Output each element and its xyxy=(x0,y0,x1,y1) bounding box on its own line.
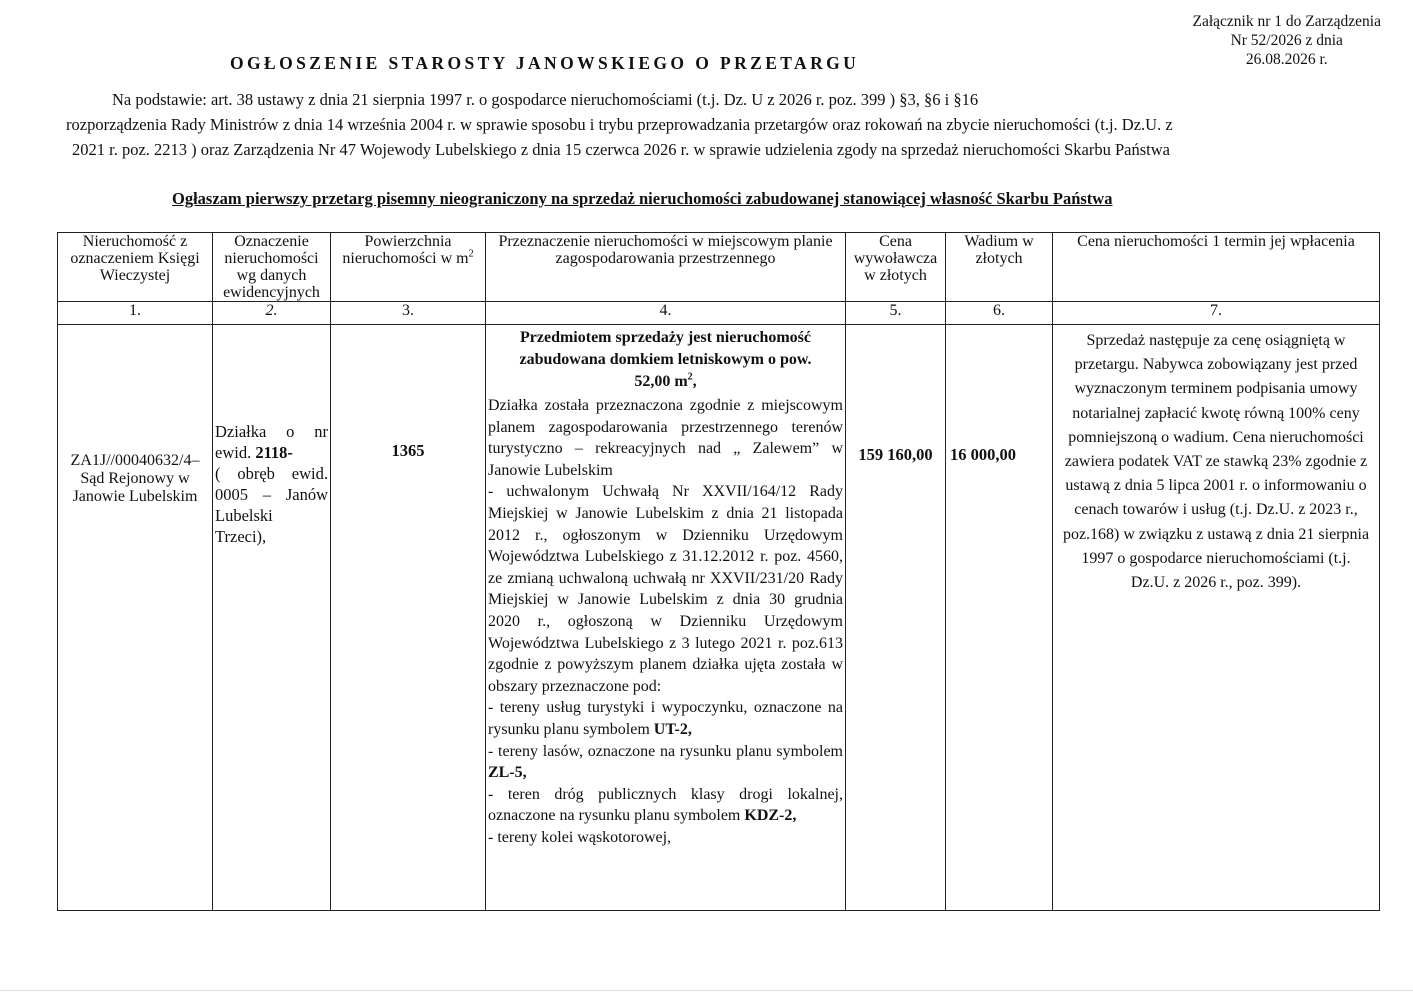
zoning-item: - teren dróg publicznych klasy drogi lokalnej, oznaczone na rysunku planu symbolem KDZ-2, xyxy=(488,785,843,825)
column-number: 7. xyxy=(1053,302,1380,325)
deposit-value: 16 000,00 xyxy=(950,445,1016,464)
cell-payment-terms xyxy=(1053,325,1380,911)
column-number: 2. xyxy=(213,302,331,325)
cell-zoning-purpose xyxy=(486,325,846,911)
zoning-item: - tereny kolei wąskotorowej, xyxy=(488,828,672,846)
header-payment-terms: Cena nieruchomości 1 termin jej wpłacenia xyxy=(1053,233,1380,302)
zoning-item: - tereny lasów, oznaczone na rysunku planu symbolem ZL-5, xyxy=(488,742,843,782)
header-deposit: Wadium w złotych xyxy=(946,233,1053,302)
cell-cadastral-designation xyxy=(213,325,331,911)
sale-subject: Przedmiotem sprzedaży jest nieruchomość zabudowana domkiem letniskowym o pow. 52,00 $m^2$, xyxy=(519,329,812,390)
legal-basis-line-1: Na podstawie: art. 38 ustawy z dnia 21 sierpnia 1997 r. o gospodarce nieruchomościami (t.j. Dz. U z 2026 r. poz. 399 ) §3, §6 i §16 xyxy=(112,90,979,109)
starting-price-value: 159 160,00 xyxy=(858,445,933,464)
legal-basis xyxy=(60,87,1330,162)
plot-line: Trzeci), xyxy=(215,527,267,546)
court-location-line: Janowie Lubelskim xyxy=(72,488,198,505)
annex-line-3: 26.08.2026 r. xyxy=(1245,51,1328,68)
annex-line-2: Nr 52/2026 z dnia xyxy=(1230,32,1343,49)
column-number: 4. xyxy=(486,302,846,325)
column-number: 6. xyxy=(946,302,1053,325)
document-title: OGŁOSZENIE STAROSTY JANOWSKIEGO O PRZETARGU xyxy=(230,53,860,73)
header-zoning-purpose: Przeznaczenie nieruchomości w miejscowym planie zagospodarowania przestrzennego xyxy=(486,233,846,302)
annex-line-1: Załącznik nr 1 do Zarządzenia xyxy=(1192,13,1381,30)
property-table xyxy=(57,232,1380,911)
court-name-line: Sąd Rejonowy w xyxy=(80,470,190,487)
plot-line: ( obręb ewid. xyxy=(215,464,328,483)
payment-terms-text: Sprzedaż następuje za cenę osiągniętą w przetargu. Nabywca zobowiązany jest przed wyznaczonym terminem podpisania umowy notarialnej zapłacić kwotę równą 100% ceny pomniejszoną o wadium. Cena nieruchomości zawiera podatek VAT ze stawką 23% zgodnie z ustawą z dnia 5 lipca 2001 r. o informowaniu o cenach towarów i usług (t.j. Dz.U. z 2023 r., poz.168) w związku z ustawą z dnia 21 sierpnia 1997 o gospodarce nieruchomościami (t.j. Dz.U. z 2026 r., poz. 399). xyxy=(1062,332,1370,592)
table-header-row xyxy=(58,233,1380,302)
zoning-item: - tereny usług turystyki i wypoczynku, oznaczone na rysunku planu symbolem UT-2, xyxy=(488,699,843,738)
header-cadastral-designation: Oznaczenie nieruchomości wg danych ewidencyjnych xyxy=(213,233,331,302)
cell-area xyxy=(331,325,486,911)
area-value: 1365 xyxy=(391,441,425,460)
table-column-numbers xyxy=(58,302,1380,325)
cell-starting-price xyxy=(846,325,946,911)
zoning-paragraph: Działka została przeznaczona zgodnie z miejscowym planem zagospodarowania przestrzennego terenów turystyczno – rekreacyjnych nad „ Zalewem” w Janowie Lubelskim xyxy=(488,397,843,479)
header-area: Powierzchnia nieruchomości w $m^2$ xyxy=(331,233,486,302)
header-land-register: Nieruchomość z oznaczeniem Księgi Wieczystej xyxy=(58,233,213,302)
plot-number-line: ewid. 2118- xyxy=(215,443,293,462)
annex-reference xyxy=(1193,12,1381,69)
resolution-paragraph: - uchwalonym Uchwałą Nr XXVII/164/12 Rady Miejskiej w Janowie Lubelskim z dnia 21 listopada 2012 r., ogłoszonym w Dzienniku Urzędowym Województwa Lubelskiego z 31.12.2012 r. poz. 4560, ze zmianą uchwaloną uchwałą nr XXVII/231/20 Rady Miejskiej w Janowie Lubelskim z dnia 30 grudnia 2020 r., ogłoszoną w Dzienniku Urzędowym Województwa Lubelskiego z 3 lutego 2021 r. poz.613 zgodnie z powyższym planem działka ujęta została w obszary przeznaczone pod: xyxy=(488,483,843,695)
plot-line: 0005 – Janów xyxy=(215,485,328,504)
cell-deposit xyxy=(946,325,1053,911)
legal-basis-line-2: rozporządzenia Rady Ministrów z dnia 14 września 2004 r. w sprawie sposobu i trybu przeprowadzania przetargów oraz rokowań na zbycie nieruchomości (t.j. Dz.U. z xyxy=(66,115,1173,134)
scan-edge-line xyxy=(0,990,1413,991)
cell-land-register xyxy=(58,325,213,911)
land-register-number: ZA1J//00040632/4– xyxy=(70,452,200,469)
legal-basis-line-3: 2021 r. poz. 2213 ) oraz Zarządzenia Nr 47 Wojewody Lubelskiego z dnia 15 czerwca 2026 r. w sprawie udzielenia zgody na sprzedaż nieruchomości Skarbu Państwa xyxy=(72,140,1170,159)
table-row xyxy=(58,325,1380,911)
column-number: 5. xyxy=(846,302,946,325)
header-starting-price: Cena wywoławcza w złotych xyxy=(846,233,946,302)
plot-line: Działka o nr xyxy=(215,422,328,441)
plot-line: Lubelski xyxy=(215,506,273,525)
column-number: 1. xyxy=(58,302,213,325)
announcement-heading: Ogłaszam pierwszy przetarg pisemny nieograniczony na sprzedaż nieruchomości zabudowanej stanowiącej własność Skarbu Państwa xyxy=(172,189,1113,208)
column-number: 3. xyxy=(331,302,486,325)
